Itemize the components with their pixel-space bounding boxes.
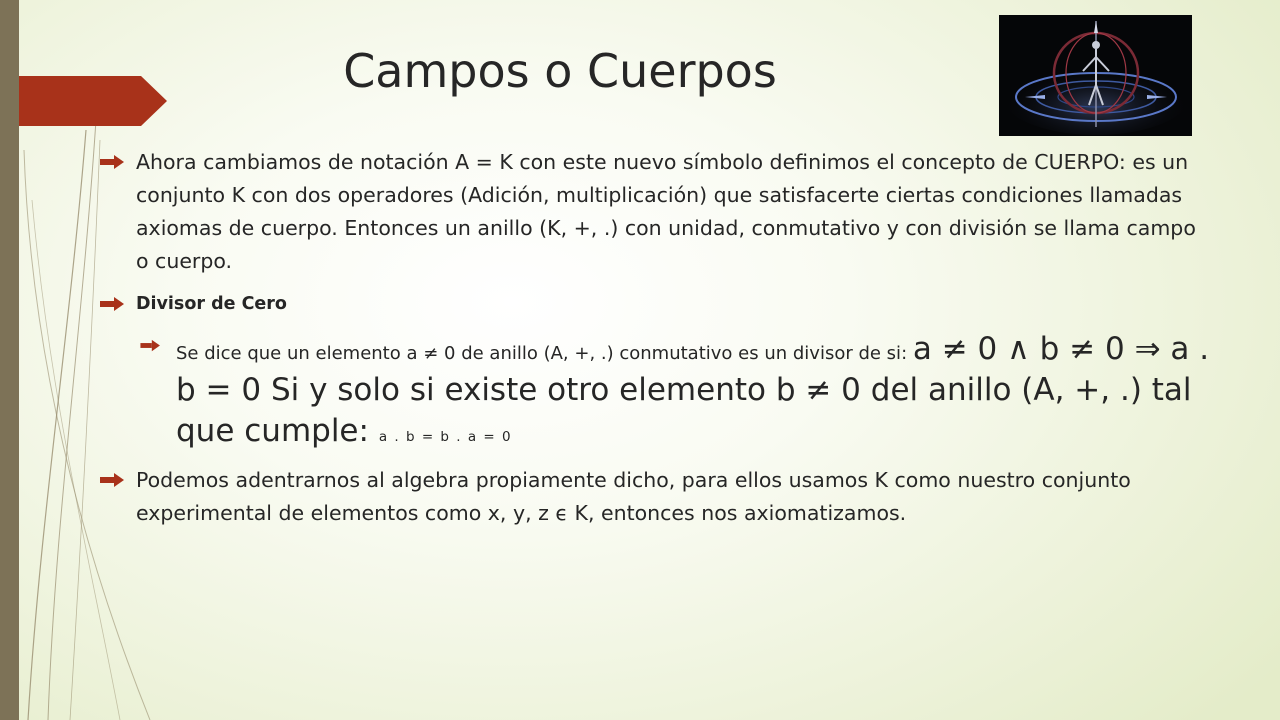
bullet-algebra <box>100 464 1210 530</box>
bullet-cuerpo-definition <box>100 146 1210 278</box>
slide-title: Campos o Cuerpos <box>343 44 777 98</box>
title-accent-tab <box>19 76 167 126</box>
arrow-bullet-icon <box>100 296 126 312</box>
sub-bullet-formula: a ≠ 0 ∧ b ≠ 0 ⇒ a . b = 0 Si y solo si existe otro elemento b ≠ 0 del anillo (A, +, .) tal que cumple: <box>176 331 1210 449</box>
armillary-sphere-figure-image <box>999 15 1192 136</box>
sub-bullet-divisor-definition <box>140 330 1210 454</box>
arrow-bullet-icon <box>140 339 162 352</box>
sub-bullet-identity: a . b = b . a = 0 <box>378 429 513 445</box>
slide-body <box>100 146 1210 530</box>
bullet-divisor-de-cero <box>100 292 1210 316</box>
bullet-heading: Divisor de Cero <box>136 294 287 314</box>
sub-bullet-intro: Se dice que un elemento a ≠ 0 de anillo (A, +, .) conmutativo es un divisor de si: <box>176 343 913 364</box>
arrow-bullet-icon <box>100 154 126 170</box>
bullet-text: Podemos adentrarnos al algebra propiamente dicho, para ellos usamos K como nuestro conjunto experimental de elementos como x, y, z ϵ K, entonces nos axiomatizamos. <box>136 468 1131 525</box>
arrow-bullet-icon <box>100 472 126 488</box>
bullet-text: Ahora cambiamos de notación A = K con este nuevo símbolo definimos el concepto de CUERPO: es un conjunto K con dos operadores (Adición, multiplicación) que satisfacerte ciertas condiciones llamadas axiomas de cuerpo. Entonces un anillo (K, +, .) con unidad, conmutativo y con división se llama campo o cuerpo. <box>136 150 1196 273</box>
